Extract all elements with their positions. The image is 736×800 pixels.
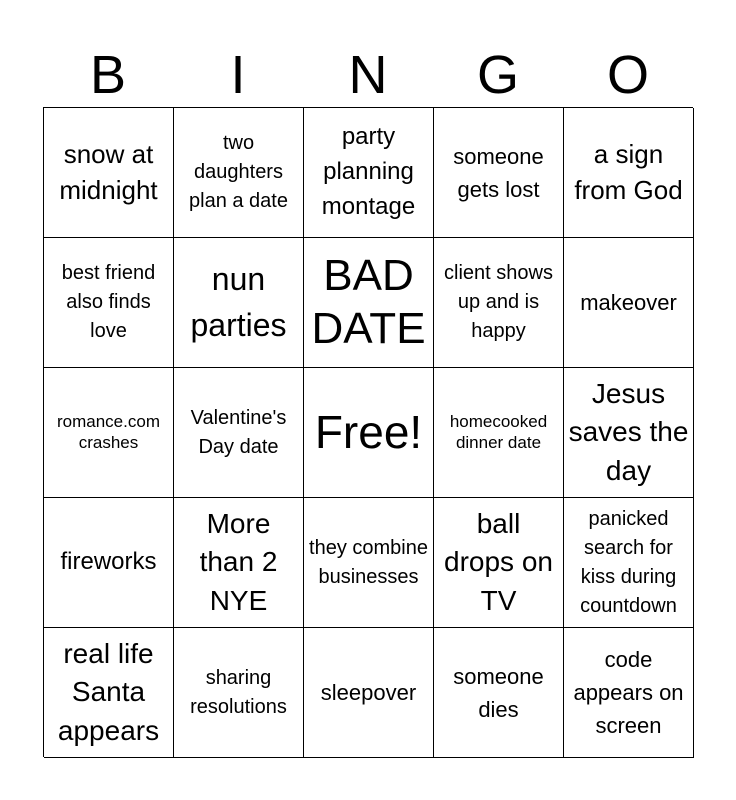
bingo-cell-r2-c3[interactable]	[304, 238, 434, 368]
cell-text: they combine businesses	[309, 536, 428, 588]
header-letter-g: G	[476, 45, 519, 105]
cell-text: makeover	[580, 290, 677, 315]
bingo-cell-r3-c5[interactable]	[564, 368, 694, 498]
cell-text: party planning montage	[321, 123, 416, 220]
cell-text: a sign from God	[574, 139, 683, 205]
bingo-cell-r1-c5[interactable]	[564, 108, 694, 238]
header-letter-i: I	[230, 45, 246, 105]
bingo-cell-r1-c3[interactable]	[304, 108, 434, 238]
cell-text: someone dies	[453, 663, 544, 722]
cell-text: panicked search for kiss during countdown	[580, 507, 677, 617]
cell-text: ball drops on TV	[444, 507, 553, 616]
bingo-cell-r5-c2[interactable]	[174, 628, 304, 758]
cell-text: BAD DATE	[311, 250, 426, 353]
cell-text: real life Santa appears	[57, 637, 160, 746]
bingo-grid	[43, 107, 693, 757]
bingo-cell-r4-c4[interactable]	[434, 498, 564, 628]
bingo-cell-r4-c5[interactable]	[564, 498, 694, 628]
bingo-cell-r2-c1[interactable]	[44, 238, 174, 368]
bingo-cell-r5-c1[interactable]	[44, 628, 174, 758]
header-letter-b: B	[89, 45, 127, 105]
bingo-cell-r3-c1[interactable]	[44, 368, 174, 498]
bingo-cell-r5-c4[interactable]	[434, 628, 564, 758]
bingo-cell-r4-c1[interactable]	[44, 498, 174, 628]
cell-text: snow at midnight	[59, 139, 158, 205]
cell-text: Valentine's Day date	[190, 406, 287, 458]
cell-text: fireworks	[60, 548, 157, 576]
bingo-cell-r5-c5[interactable]	[564, 628, 694, 758]
cell-text: More than 2 NYE	[199, 507, 278, 616]
cell-text: client shows up and is happy	[444, 262, 553, 342]
cell-text: sharing resolutions	[190, 666, 287, 718]
bingo-cell-r3-c2[interactable]	[174, 368, 304, 498]
cell-text: two daughters plan a date	[189, 132, 288, 212]
cell-text: nun parties	[190, 261, 287, 343]
bingo-cell-r4-c2[interactable]	[174, 498, 304, 628]
bingo-cell-r4-c3[interactable]	[304, 498, 434, 628]
bingo-cell-r1-c4[interactable]	[434, 108, 564, 238]
cell-text: best friend also finds love	[61, 262, 156, 342]
bingo-header	[43, 44, 693, 106]
bingo-cell-r2-c2[interactable]	[174, 238, 304, 368]
header-letter-o: O	[606, 45, 649, 105]
bingo-cell-r3-c3 free-space[interactable]	[304, 368, 434, 498]
cell-text: homecooked dinner date	[449, 411, 548, 452]
cell-text: romance.com crashes	[57, 411, 160, 452]
cell-text: code appears on screen	[573, 647, 684, 738]
bingo-cell-r2-c4[interactable]	[434, 238, 564, 368]
free-space-text: Free!	[314, 405, 423, 458]
bingo-cell-r1-c2[interactable]	[174, 108, 304, 238]
cell-text: sleepover	[320, 680, 417, 705]
bingo-cell-r1-c1[interactable]	[44, 108, 174, 238]
bingo-cell-r2-c5[interactable]	[564, 238, 694, 368]
header-letter-n: N	[348, 45, 388, 105]
bingo-cell-r5-c3[interactable]	[304, 628, 434, 758]
bingo-cell-r3-c4[interactable]	[434, 368, 564, 498]
cell-text: Jesus saves the day	[568, 377, 689, 486]
cell-text: someone gets lost	[453, 143, 544, 202]
